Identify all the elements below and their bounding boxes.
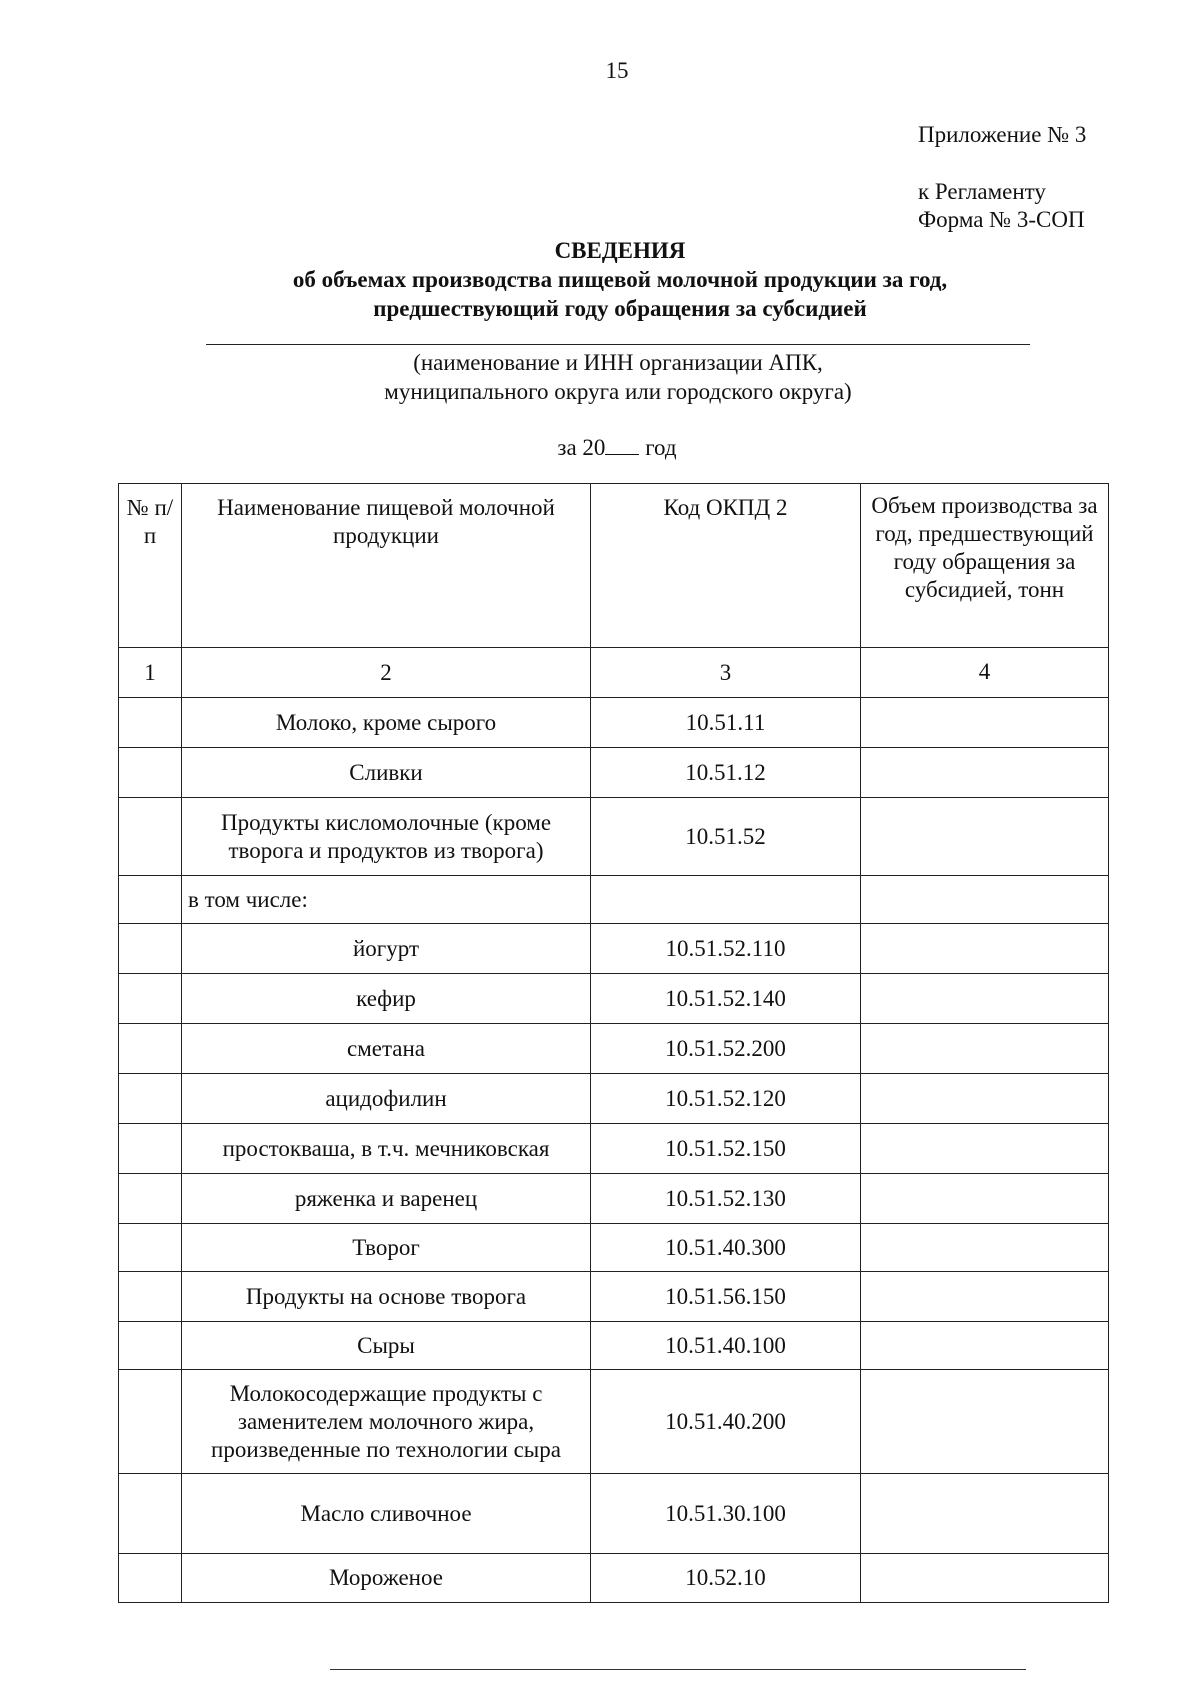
table-header-row [119,484,1109,648]
cell-volume[interactable] [861,1124,1109,1174]
cell-code: 10.51.52.110 [591,924,861,974]
cell-num [119,798,182,876]
cell-num [119,1124,182,1174]
cell-num [119,924,182,974]
cell-product: Мороженое [182,1554,591,1603]
cell-volume[interactable] [861,974,1109,1024]
cell-num [119,876,182,924]
cell-code: 10.51.52.150 [591,1124,861,1174]
cell-volume[interactable] [861,924,1109,974]
page-number: 15 [605,58,629,83]
year-blank [605,436,639,455]
cell-product: простокваша, в т.ч. мечниковская [182,1124,591,1174]
title-line-2: об объемах производства пищевой молочной продукции за год, [292,267,948,292]
cell-product: йогурт [182,924,591,974]
cell-num [119,1174,182,1224]
reglament-label: к Регламенту [918,179,1046,204]
table-row [119,1224,1109,1272]
cell-product: ряженка и варенец [182,1174,591,1224]
year-suffix: год [645,435,677,460]
cell-code: 10.51.40.300 [591,1224,861,1272]
header-volume: Объем производства за год, предшествующий году обращения за субсидией, тонн [861,484,1109,648]
cell-num [119,1370,182,1474]
cell-volume[interactable] [861,798,1109,876]
cell-num [119,1224,182,1272]
table-row [119,798,1109,876]
header-name: Наименование пищевой молочной продукции [182,484,591,648]
table-row [119,876,1109,924]
document-title [200,236,1040,323]
cell-code: 10.51.52.140 [591,974,861,1024]
table-row [119,698,1109,748]
header-code: Код ОКПД 2 [591,484,861,648]
cell-code: 10.51.12 [591,748,861,798]
cell-code: 10.51.52 [591,798,861,876]
cell-product: сметана [182,1024,591,1074]
org-caption-line-2: муниципального округа или городского округа) [384,379,852,404]
cell-volume[interactable] [861,1074,1109,1124]
org-caption-line-1: (наименование и ИНН организации АПК, [413,350,823,375]
reglament-block [918,178,1085,234]
cell-code: 10.51.11 [591,698,861,748]
reporting-year [0,435,1200,461]
cell-code: 10.51.52.200 [591,1024,861,1074]
cell-num [119,748,182,798]
cell-code: 10.51.52.120 [591,1074,861,1124]
cell-code: 10.51.30.100 [591,1474,861,1554]
cell-num [119,1272,182,1322]
production-table [118,483,1109,1603]
table-row [119,1322,1109,1370]
cell-product: Масло сливочное [182,1474,591,1554]
table-row [119,1174,1109,1224]
cell-num [119,1322,182,1370]
cell-num [119,974,182,1024]
column-number: 4 [861,648,1109,698]
table-row [119,1074,1109,1124]
table-row [119,1474,1109,1554]
cell-product: Продукты на основе творога [182,1272,591,1322]
cell-num [119,1474,182,1554]
table-row [119,924,1109,974]
table-row [119,974,1109,1024]
form-label: Форма № 3-СОП [918,207,1085,232]
cell-volume[interactable] [861,1370,1109,1474]
cell-product: Сливки [182,748,591,798]
cell-code: 10.51.40.200 [591,1370,861,1474]
table-row [119,1272,1109,1322]
year-prefix: за 20 [557,435,606,460]
table-row [119,1370,1109,1474]
cell-code: 10.51.52.130 [591,1174,861,1224]
title-line-3: предшествующий году обращения за субсидией [373,296,867,321]
cell-volume[interactable] [861,1272,1109,1322]
cell-volume[interactable] [861,1174,1109,1224]
footer-divider [330,1669,1026,1670]
cell-product: Молокосодержащие продукты с заменителем молочного жира, произведенные по технологии сыра [182,1370,591,1474]
header-num: № п/п [119,484,182,648]
cell-volume[interactable] [861,1024,1109,1074]
cell-volume[interactable] [861,748,1109,798]
cell-code: 10.51.56.150 [591,1272,861,1322]
organization-name-line [206,344,1030,345]
cell-product: Сыры [182,1322,591,1370]
table-row [119,1554,1109,1603]
cell-volume[interactable] [861,876,1109,924]
organization-caption [206,348,1030,406]
cell-num [119,1074,182,1124]
cell-product: Творог [182,1224,591,1272]
table-row [119,748,1109,798]
cell-volume[interactable] [861,1224,1109,1272]
column-number: 1 [119,648,182,698]
column-number: 2 [182,648,591,698]
cell-volume[interactable] [861,698,1109,748]
cell-volume[interactable] [861,1474,1109,1554]
cell-product: Молоко, кроме сырого [182,698,591,748]
table-row [119,1124,1109,1174]
annex-label: Приложение № 3 [918,122,1087,147]
cell-code [591,876,861,924]
cell-volume[interactable] [861,1322,1109,1370]
table-row [119,1024,1109,1074]
cell-product: Продукты кисломолочные (кроме творога и продуктов из творога) [182,798,591,876]
title-line-1: СВЕДЕНИЯ [554,238,686,263]
cell-volume[interactable] [861,1554,1109,1603]
cell-num [119,1554,182,1603]
cell-code: 10.51.40.100 [591,1322,861,1370]
cell-num [119,1024,182,1074]
cell-num [119,698,182,748]
cell-product: ацидофилин [182,1074,591,1124]
column-number: 3 [591,648,861,698]
cell-product: кефир [182,974,591,1024]
cell-product: в том числе: [182,876,591,924]
cell-code: 10.52.10 [591,1554,861,1603]
column-number-row [119,648,1109,698]
